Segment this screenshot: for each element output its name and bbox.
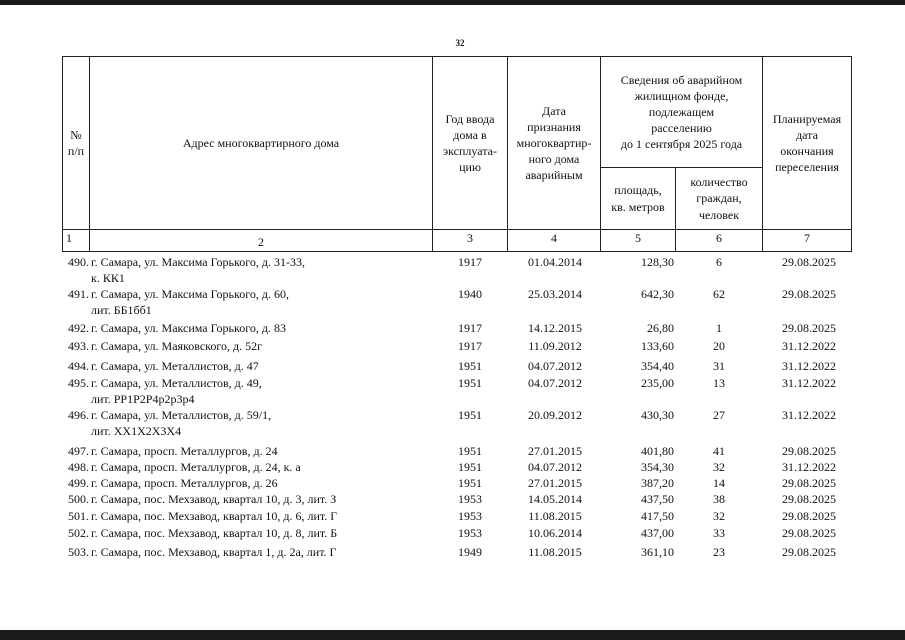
page-number: 32 bbox=[455, 38, 465, 48]
row-date: 27.01.2015 bbox=[528, 476, 582, 490]
row-people: 31 bbox=[713, 359, 725, 373]
row-date: 14.05.2014 bbox=[528, 492, 582, 506]
row-address: г. Самара, ул. Металлистов, д. 59/1, лит. ХХ1Х2Х3Х4 bbox=[91, 408, 272, 438]
row-end-date: 29.08.2025 bbox=[782, 526, 836, 540]
row-end-date: 29.08.2025 bbox=[782, 321, 836, 335]
row-people: 41 bbox=[713, 444, 725, 458]
column-number: 7 bbox=[762, 229, 852, 252]
row-address: г. Самара, пос. Мехзавод, квартал 10, д. 3, лит. З bbox=[91, 492, 337, 506]
row-address: г. Самара, пос. Мехзавод, квартал 1, д. 2а, лит. Г bbox=[91, 545, 337, 559]
row-number: 498. bbox=[68, 460, 89, 474]
row-address: г. Самара, просп. Металлургов, д. 26 bbox=[91, 476, 278, 490]
row-end-date: 31.12.2022 bbox=[782, 408, 836, 422]
row-date: 11.08.2015 bbox=[528, 509, 582, 523]
row-date: 10.06.2014 bbox=[528, 526, 582, 540]
row-end-date: 31.12.2022 bbox=[782, 376, 836, 390]
row-year: 1951 bbox=[458, 460, 482, 474]
table-row bbox=[62, 254, 852, 286]
row-number: 503. bbox=[68, 545, 89, 559]
row-number: 497. bbox=[68, 444, 89, 458]
row-address: г. Самара, просп. Металлургов, д. 24 bbox=[91, 444, 278, 458]
column-number: 6 bbox=[675, 229, 763, 252]
table-row bbox=[62, 544, 852, 562]
header-col-group: Сведения об аварийном жилищном фонде, подлежащем расселению до 1 сентября 2025 года bbox=[600, 56, 763, 168]
row-area: 361,10 bbox=[641, 545, 674, 559]
row-address: г. Самара, просп. Металлургов, д. 24, к. а bbox=[91, 460, 301, 474]
header-col-year: Год ввода дома в эксплуата- цию bbox=[432, 56, 508, 230]
row-year: 1949 bbox=[458, 545, 482, 559]
row-people: 13 bbox=[713, 376, 725, 390]
row-year: 1940 bbox=[458, 287, 482, 301]
row-people: 20 bbox=[713, 339, 725, 353]
row-end-date: 29.08.2025 bbox=[782, 492, 836, 506]
row-address: г. Самара, ул. Максима Горького, д. 31-33, к. КК1 bbox=[91, 255, 305, 285]
row-address: г. Самара, пос. Мехзавод, квартал 10, д. 6, лит. Г bbox=[91, 509, 338, 523]
row-address: г. Самара, пос. Мехзавод, квартал 10, д. 8, лит. Б bbox=[91, 526, 338, 540]
row-number: 499. bbox=[68, 476, 89, 490]
row-date: 04.07.2012 bbox=[528, 460, 582, 474]
row-number: 500. bbox=[68, 492, 89, 506]
table-row bbox=[62, 459, 852, 475]
header-col-address: Адрес многоквартирного дома bbox=[89, 56, 433, 230]
row-end-date: 29.08.2025 bbox=[782, 476, 836, 490]
row-end-date: 29.08.2025 bbox=[782, 287, 836, 301]
column-number: 1 bbox=[62, 229, 90, 252]
row-year: 1951 bbox=[458, 408, 482, 422]
table-row bbox=[62, 508, 852, 525]
table-row bbox=[62, 475, 852, 491]
row-date: 01.04.2014 bbox=[528, 255, 582, 269]
row-address: г. Самара, ул. Максима Горького, д. 60, лит. ББ1бб1 bbox=[91, 287, 289, 317]
row-people: 27 bbox=[713, 408, 725, 422]
table-header bbox=[62, 56, 852, 252]
row-number: 496. bbox=[68, 408, 89, 422]
row-area: 354,40 bbox=[641, 359, 674, 373]
row-area: 642,30 bbox=[641, 287, 674, 301]
row-number: 495. bbox=[68, 376, 89, 390]
column-number: 4 bbox=[507, 229, 601, 252]
header-col-date: Дата признания многоквартир- ного дома аварийным bbox=[507, 56, 601, 230]
row-number: 493. bbox=[68, 339, 89, 353]
row-address: г. Самара, ул. Максима Горького, д. 83 bbox=[91, 321, 286, 335]
row-area: 133,60 bbox=[641, 339, 674, 353]
row-number: 490. bbox=[68, 255, 89, 269]
table-row bbox=[62, 375, 852, 407]
column-number: 3 bbox=[432, 229, 508, 252]
row-date: 11.08.2015 bbox=[528, 545, 582, 559]
row-year: 1951 bbox=[458, 376, 482, 390]
row-address: г. Самара, ул. Металлистов, д. 49, лит. РР1Р2Р4р2р3р4 bbox=[91, 376, 262, 406]
table-row bbox=[62, 443, 852, 459]
row-number: 491. bbox=[68, 287, 89, 301]
header-col-number: № п/п bbox=[62, 56, 90, 230]
row-year: 1951 bbox=[458, 476, 482, 490]
header-col-people: количество граждан, человек bbox=[675, 167, 763, 230]
row-area: 26,80 bbox=[647, 321, 674, 335]
row-address: г. Самара, ул. Маяковского, д. 52г bbox=[91, 339, 263, 353]
row-end-date: 31.12.2022 bbox=[782, 359, 836, 373]
scan-border-top bbox=[0, 0, 905, 5]
row-end-date: 29.08.2025 bbox=[782, 444, 836, 458]
table-row bbox=[62, 491, 852, 508]
table-row bbox=[62, 358, 852, 375]
row-end-date: 31.12.2022 bbox=[782, 339, 836, 353]
table-row bbox=[62, 407, 852, 443]
row-date: 25.03.2014 bbox=[528, 287, 582, 301]
table-body bbox=[62, 254, 852, 562]
row-area: 417,50 bbox=[641, 509, 674, 523]
row-year: 1953 bbox=[458, 526, 482, 540]
row-end-date: 29.08.2025 bbox=[782, 255, 836, 269]
row-year: 1917 bbox=[458, 321, 482, 335]
table-row bbox=[62, 320, 852, 338]
row-people: 62 bbox=[713, 287, 725, 301]
row-area: 437,00 bbox=[641, 526, 674, 540]
row-people: 1 bbox=[716, 321, 722, 335]
row-people: 6 bbox=[716, 255, 722, 269]
row-date: 04.07.2012 bbox=[528, 376, 582, 390]
row-number: 502. bbox=[68, 526, 89, 540]
row-area: 401,80 bbox=[641, 444, 674, 458]
row-end-date: 29.08.2025 bbox=[782, 509, 836, 523]
row-area: 354,30 bbox=[641, 460, 674, 474]
row-end-date: 31.12.2022 bbox=[782, 460, 836, 474]
row-number: 494. bbox=[68, 359, 89, 373]
row-area: 430,30 bbox=[641, 408, 674, 422]
column-number: 2 bbox=[89, 229, 433, 252]
row-date: 20.09.2012 bbox=[528, 408, 582, 422]
column-number: 5 bbox=[600, 229, 676, 252]
row-date: 04.07.2012 bbox=[528, 359, 582, 373]
row-people: 33 bbox=[713, 526, 725, 540]
header-col-area: площадь, кв. метров bbox=[600, 167, 676, 230]
row-area: 235,00 bbox=[641, 376, 674, 390]
row-area: 437,50 bbox=[641, 492, 674, 506]
row-address: г. Самара, ул. Металлистов, д. 47 bbox=[91, 359, 259, 373]
row-people: 23 bbox=[713, 545, 725, 559]
row-people: 32 bbox=[713, 509, 725, 523]
row-number: 492. bbox=[68, 321, 89, 335]
row-people: 38 bbox=[713, 492, 725, 506]
row-area: 128,30 bbox=[641, 255, 674, 269]
table-row bbox=[62, 525, 852, 544]
row-year: 1917 bbox=[458, 339, 482, 353]
row-number: 501. bbox=[68, 509, 89, 523]
scan-border-bottom bbox=[0, 630, 905, 640]
row-end-date: 29.08.2025 bbox=[782, 545, 836, 559]
row-year: 1951 bbox=[458, 359, 482, 373]
row-people: 14 bbox=[713, 476, 725, 490]
table-row bbox=[62, 338, 852, 358]
row-area: 387,20 bbox=[641, 476, 674, 490]
table-row bbox=[62, 286, 852, 320]
row-year: 1917 bbox=[458, 255, 482, 269]
row-year: 1953 bbox=[458, 509, 482, 523]
row-year: 1951 bbox=[458, 444, 482, 458]
row-date: 11.09.2012 bbox=[528, 339, 582, 353]
header-col-end-date: Планируемая дата окончания переселения bbox=[762, 56, 852, 230]
row-people: 32 bbox=[713, 460, 725, 474]
row-date: 27.01.2015 bbox=[528, 444, 582, 458]
row-year: 1953 bbox=[458, 492, 482, 506]
row-date: 14.12.2015 bbox=[528, 321, 582, 335]
